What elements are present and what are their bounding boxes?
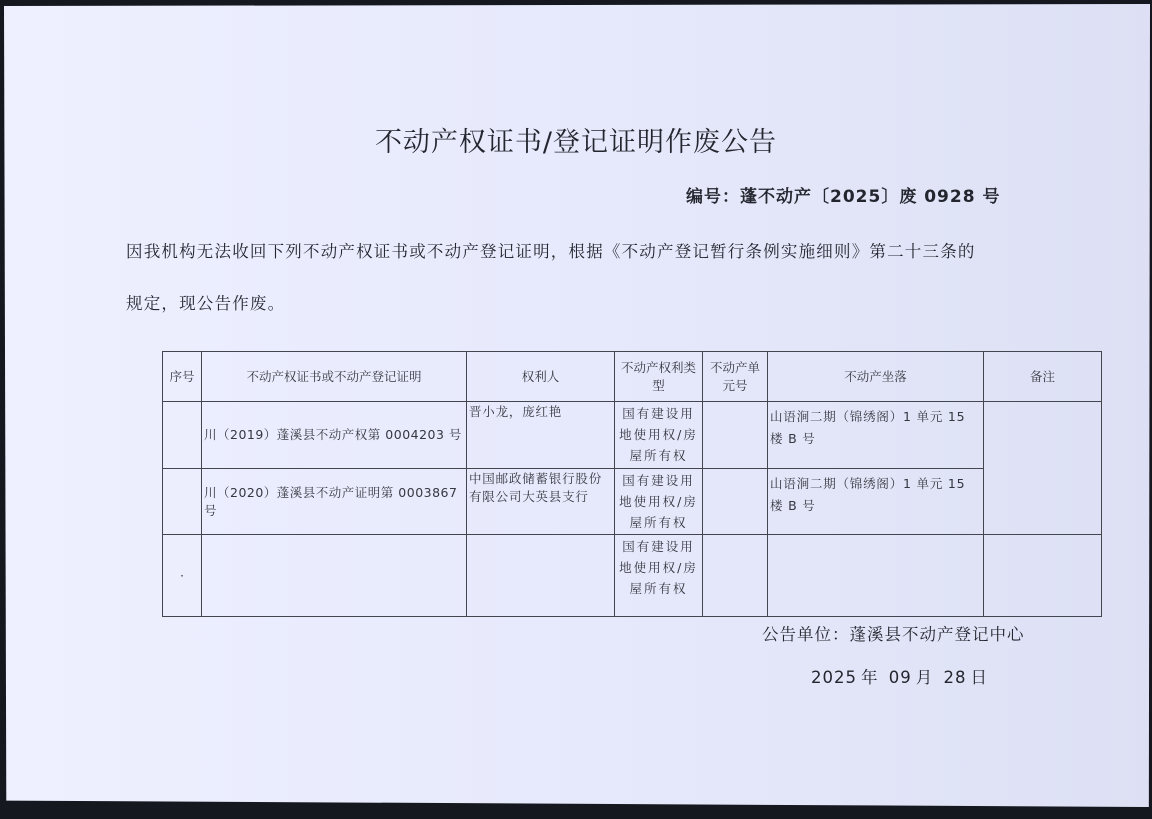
notice-date: [811, 664, 992, 688]
notice-paragraph: [126, 226, 1066, 330]
cell-right-type: 国有建设用地使用权/房屋所有权: [615, 469, 703, 535]
cell-holder: 中国邮政储蓄银行股份有限公司大英县支行: [467, 469, 615, 535]
issuing-unit: 公告单位：蓬溪县不动产登记中心: [762, 625, 1025, 644]
cell-cert: 川（2020）蓬溪县不动产证明第 0003867 号: [202, 469, 467, 535]
table-row: [163, 402, 1102, 469]
header-right-type: 不动产权利类型: [615, 352, 703, 402]
certificate-table: [162, 351, 1102, 617]
cell-unit-no: [703, 469, 768, 535]
cell-unit-no: [703, 402, 768, 469]
cell-cert: [202, 535, 467, 617]
cell-seq: [163, 402, 202, 469]
header-location: 不动产坐落: [768, 352, 984, 402]
cell-cert: 川（2019）蓬溪县不动产权第 0004203 号: [202, 402, 467, 469]
cell-seq: ·: [163, 535, 202, 617]
document-number: 编号：蓬不动产〔2025〕废 0928 号: [686, 187, 1001, 207]
cell-seq: [163, 469, 202, 535]
cell-holder: 晋小龙，庞红艳: [467, 402, 615, 469]
header-cert: 不动产权证书或不动产登记证明: [202, 352, 467, 402]
header-remark: 备注: [984, 352, 1102, 402]
header-unit-no: 不动产单元号: [703, 352, 768, 402]
cell-location: 山语涧二期（锦绣阁）1 单元 15 楼 B 号: [768, 402, 984, 469]
date-month: 09: [888, 668, 912, 687]
notice-title: 不动产权证书/登记证明作废公告: [374, 127, 778, 158]
header-holder: 权利人: [467, 352, 615, 402]
cell-holder: [467, 535, 615, 617]
cell-location: 山语涧二期（锦绣阁）1 单元 15 楼 B 号: [768, 469, 984, 535]
cell-remark: [984, 535, 1102, 617]
cell-right-type: 国有建设用地使用权/房屋所有权: [615, 402, 703, 469]
date-month-unit: 月: [915, 668, 934, 687]
cell-unit-no: [703, 535, 768, 617]
cell-location: [768, 535, 984, 617]
table-row: [163, 469, 1102, 535]
paragraph-line-1: 因我机构无法收回下列不动产权证书或不动产登记证明，根据《不动产登记暂行条例实施细则》第二十三条的: [126, 242, 976, 261]
cell-right-type: 国有建设用地使用权/房屋所有权: [615, 535, 703, 617]
date-year: 2025: [811, 668, 857, 687]
table-header-row: [163, 352, 1102, 402]
header-seq: 序号: [163, 352, 202, 402]
table-row: [163, 535, 1102, 617]
paragraph-line-2: 规定，现公告作废。: [126, 294, 286, 313]
date-year-unit: 年: [861, 668, 879, 687]
cell-remark: [984, 402, 1102, 535]
date-day-unit: 日: [970, 668, 988, 687]
date-day: 28: [943, 668, 967, 687]
